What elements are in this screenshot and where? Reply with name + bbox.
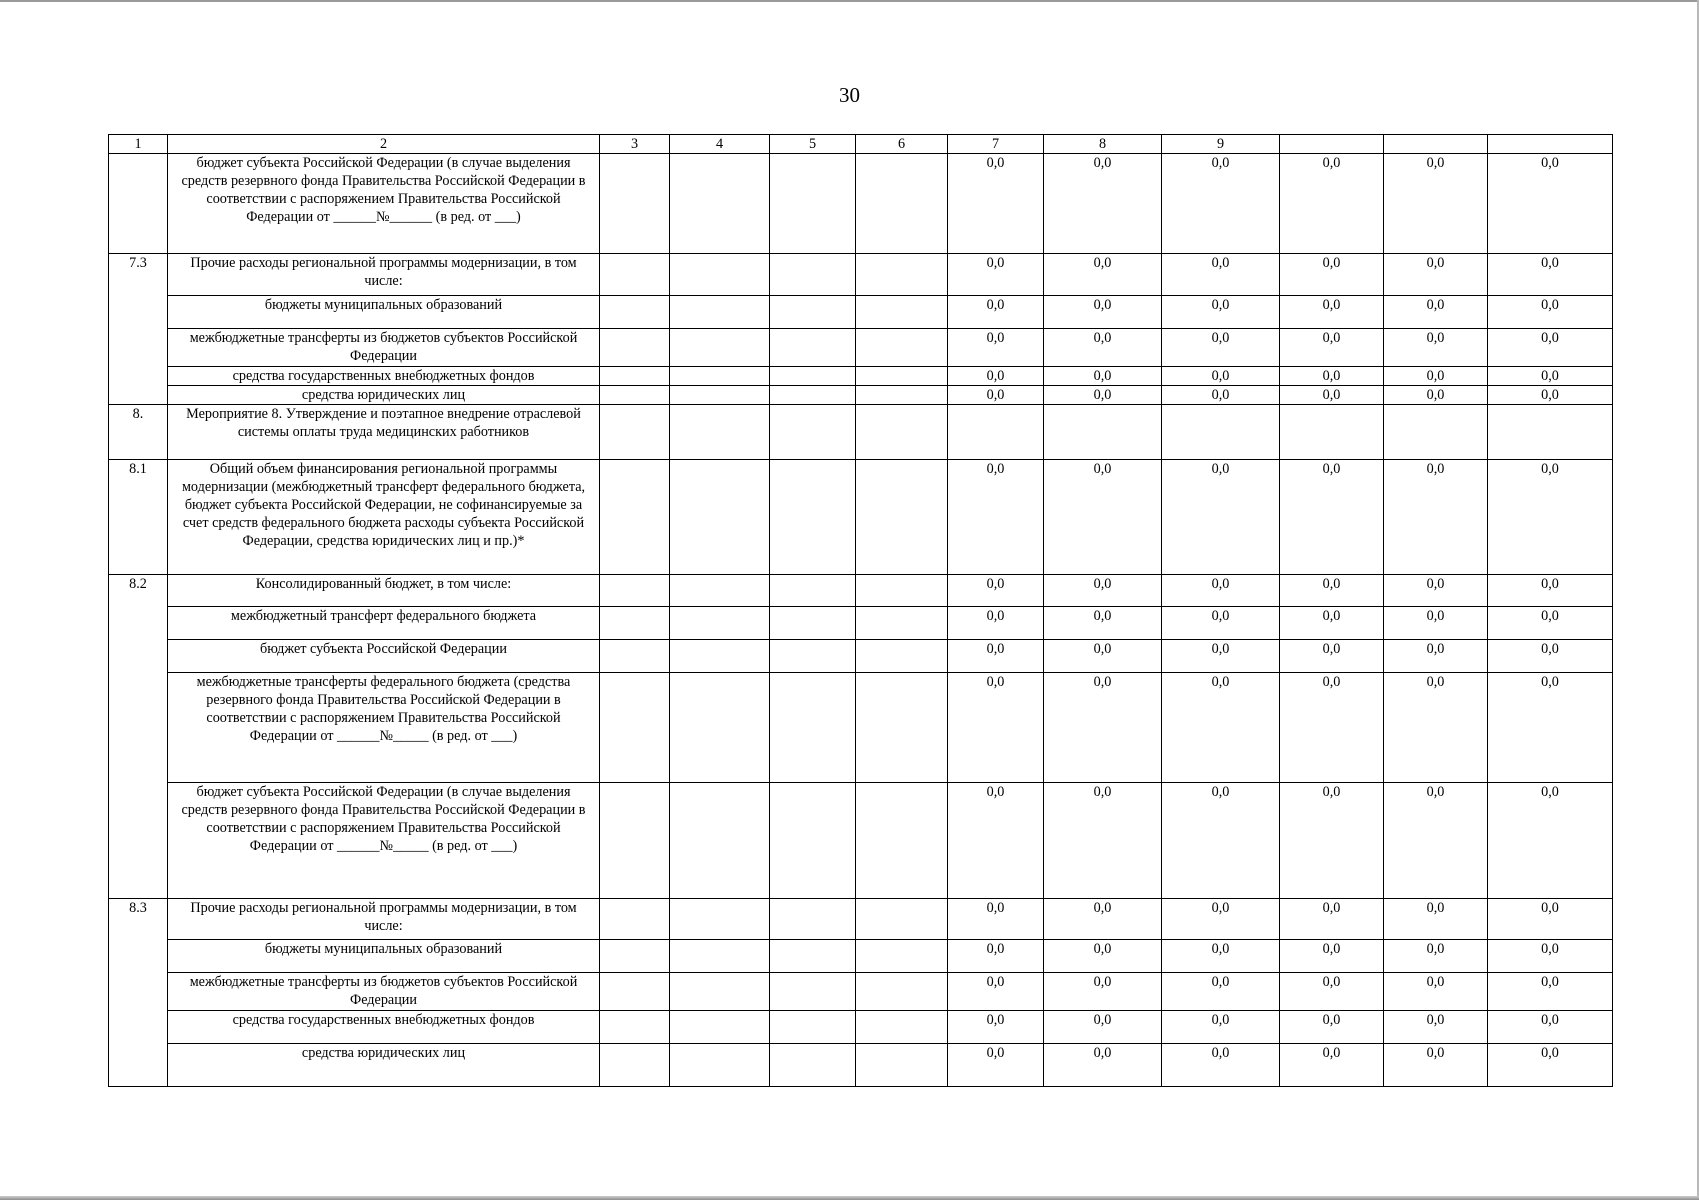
item-number-cell: 8.3 (109, 899, 168, 1087)
value-cell (1162, 405, 1280, 460)
value-cell: 0,0 (1280, 673, 1384, 783)
value-cell: 0,0 (1044, 386, 1162, 405)
value-cell: 0,0 (948, 1011, 1044, 1044)
empty-cell (670, 460, 770, 575)
empty-cell (856, 973, 948, 1011)
value-cell: 0,0 (1488, 1011, 1613, 1044)
empty-cell (670, 640, 770, 673)
value-cell: 0,0 (1162, 575, 1280, 607)
description-cell: Прочие расходы региональной программы модернизации, в том числе: (168, 254, 600, 296)
table-row (109, 899, 1613, 940)
empty-cell (670, 296, 770, 329)
value-cell: 0,0 (1384, 973, 1488, 1011)
scan-edge-top (0, 0, 1699, 2)
column-number-row (109, 135, 1613, 154)
value-cell: 0,0 (1488, 386, 1613, 405)
empty-cell (670, 405, 770, 460)
value-cell: 0,0 (1488, 640, 1613, 673)
value-cell: 0,0 (948, 254, 1044, 296)
value-cell: 0,0 (1044, 1011, 1162, 1044)
empty-cell (670, 1011, 770, 1044)
table-row (109, 254, 1613, 296)
value-cell: 0,0 (1162, 607, 1280, 640)
empty-cell (770, 460, 856, 575)
value-cell: 0,0 (948, 783, 1044, 899)
item-number-cell: 8.2 (109, 575, 168, 899)
value-cell: 0,0 (948, 607, 1044, 640)
empty-cell (770, 367, 856, 386)
column-number-cell (1384, 135, 1488, 154)
table-row (109, 673, 1613, 783)
item-number-cell: 8.1 (109, 460, 168, 575)
empty-cell (600, 783, 670, 899)
empty-cell (600, 940, 670, 973)
table-row (109, 367, 1613, 386)
empty-cell (856, 405, 948, 460)
value-cell: 0,0 (1044, 973, 1162, 1011)
value-cell: 0,0 (1044, 607, 1162, 640)
empty-cell (670, 254, 770, 296)
empty-cell (670, 154, 770, 254)
empty-cell (770, 154, 856, 254)
item-number-cell: 8. (109, 405, 168, 460)
page-number: 30 (839, 83, 860, 107)
empty-cell (856, 367, 948, 386)
column-number-cell (1488, 135, 1613, 154)
value-cell: 0,0 (1488, 783, 1613, 899)
value-cell: 0,0 (1488, 460, 1613, 575)
value-cell: 0,0 (1384, 1044, 1488, 1087)
table-row (109, 607, 1613, 640)
empty-cell (770, 1044, 856, 1087)
empty-cell (856, 329, 948, 367)
value-cell (1044, 405, 1162, 460)
empty-cell (600, 607, 670, 640)
value-cell: 0,0 (1384, 460, 1488, 575)
description-cell: бюджет субъекта Российской Федерации (168, 640, 600, 673)
value-cell: 0,0 (1488, 1044, 1613, 1087)
description-cell: бюджет субъекта Российской Федерации (в случае выделения средств резервного фонда Правительства Российской Федерации в соответствии с распоряжением Правительства Российской Федерации от ______№_____ (в ред. от ___) (168, 783, 600, 899)
description-cell: бюджет субъекта Российской Федерации (в случае выделения средств резервного фонда Правительства Российской Федерации в соответствии с распоряжением Правительства Российской Федерации от ______№______ (в ред. от ___) (168, 154, 600, 254)
empty-cell (670, 899, 770, 940)
value-cell: 0,0 (1384, 154, 1488, 254)
empty-cell (670, 386, 770, 405)
value-cell: 0,0 (1162, 386, 1280, 405)
table-row (109, 1011, 1613, 1044)
value-cell: 0,0 (1044, 460, 1162, 575)
budget-table (108, 134, 1613, 1087)
value-cell: 0,0 (1384, 673, 1488, 783)
value-cell: 0,0 (1488, 899, 1613, 940)
empty-cell (770, 575, 856, 607)
empty-cell (670, 575, 770, 607)
empty-cell (856, 940, 948, 973)
empty-cell (600, 640, 670, 673)
empty-cell (856, 254, 948, 296)
item-number-cell (109, 154, 168, 254)
value-cell: 0,0 (1488, 673, 1613, 783)
value-cell: 0,0 (1280, 329, 1384, 367)
value-cell: 0,0 (1280, 460, 1384, 575)
value-cell: 0,0 (948, 329, 1044, 367)
value-cell: 0,0 (1044, 329, 1162, 367)
empty-cell (770, 1011, 856, 1044)
value-cell: 0,0 (1384, 940, 1488, 973)
empty-cell (856, 673, 948, 783)
value-cell: 0,0 (1044, 899, 1162, 940)
empty-cell (600, 575, 670, 607)
table-row (109, 329, 1613, 367)
value-cell: 0,0 (1488, 254, 1613, 296)
empty-cell (770, 783, 856, 899)
empty-cell (770, 940, 856, 973)
empty-cell (856, 386, 948, 405)
value-cell: 0,0 (1280, 367, 1384, 386)
empty-cell (770, 254, 856, 296)
empty-cell (770, 673, 856, 783)
empty-cell (856, 575, 948, 607)
empty-cell (670, 607, 770, 640)
value-cell: 0,0 (948, 367, 1044, 386)
value-cell: 0,0 (1044, 940, 1162, 973)
empty-cell (670, 973, 770, 1011)
value-cell: 0,0 (948, 1044, 1044, 1087)
description-cell: межбюджетный трансферт федерального бюджета (168, 607, 600, 640)
value-cell: 0,0 (948, 640, 1044, 673)
empty-cell (600, 1011, 670, 1044)
value-cell: 0,0 (1280, 154, 1384, 254)
table-row (109, 405, 1613, 460)
empty-cell (600, 367, 670, 386)
empty-cell (856, 783, 948, 899)
value-cell: 0,0 (1280, 640, 1384, 673)
description-cell: бюджеты муниципальных образований (168, 296, 600, 329)
empty-cell (856, 1044, 948, 1087)
value-cell: 0,0 (1384, 607, 1488, 640)
value-cell: 0,0 (1384, 386, 1488, 405)
empty-cell (670, 329, 770, 367)
value-cell: 0,0 (1488, 973, 1613, 1011)
description-cell: Общий объем финансирования региональной программы модернизации (межбюджетный трансферт федерального бюджета, бюджет субъекта Российской Федерации, не софинансируемые за счет средств федерального бюджета расходы субъекта Российской Федерации, средства юридических лиц и пр.)* (168, 460, 600, 575)
value-cell: 0,0 (1162, 460, 1280, 575)
value-cell: 0,0 (948, 154, 1044, 254)
value-cell: 0,0 (1488, 296, 1613, 329)
value-cell: 0,0 (1044, 783, 1162, 899)
description-cell: средства государственных внебюджетных фондов (168, 1011, 600, 1044)
empty-cell (856, 154, 948, 254)
empty-cell (600, 254, 670, 296)
empty-cell (856, 296, 948, 329)
table-row (109, 575, 1613, 607)
value-cell: 0,0 (1280, 575, 1384, 607)
value-cell: 0,0 (1280, 899, 1384, 940)
column-number-cell: 1 (109, 135, 168, 154)
value-cell: 0,0 (1488, 940, 1613, 973)
column-number-cell (1280, 135, 1384, 154)
value-cell: 0,0 (1384, 329, 1488, 367)
table-row (109, 940, 1613, 973)
value-cell: 0,0 (1280, 1011, 1384, 1044)
value-cell (1384, 405, 1488, 460)
value-cell: 0,0 (1162, 899, 1280, 940)
value-cell: 0,0 (1488, 154, 1613, 254)
value-cell: 0,0 (1384, 783, 1488, 899)
description-cell: межбюджетные трансферты федерального бюджета (средства резервного фонда Правительства Российской Федерации в соответствии с распоряжением Правительства Российской Федерации от ______№_____ (в ред. от ___) (168, 673, 600, 783)
empty-cell (770, 296, 856, 329)
value-cell: 0,0 (1384, 254, 1488, 296)
value-cell: 0,0 (1044, 254, 1162, 296)
value-cell: 0,0 (1488, 329, 1613, 367)
value-cell: 0,0 (948, 899, 1044, 940)
table-body (109, 135, 1613, 1087)
empty-cell (856, 607, 948, 640)
table-row (109, 386, 1613, 405)
empty-cell (600, 1044, 670, 1087)
table-row (109, 296, 1613, 329)
value-cell: 0,0 (1384, 899, 1488, 940)
value-cell: 0,0 (948, 940, 1044, 973)
value-cell: 0,0 (1280, 973, 1384, 1011)
empty-cell (600, 154, 670, 254)
value-cell: 0,0 (1488, 367, 1613, 386)
empty-cell (770, 607, 856, 640)
description-cell: Прочие расходы региональной программы модернизации, в том числе: (168, 899, 600, 940)
item-number-cell: 7.3 (109, 254, 168, 405)
value-cell (948, 405, 1044, 460)
value-cell: 0,0 (1044, 296, 1162, 329)
value-cell: 0,0 (1384, 640, 1488, 673)
value-cell: 0,0 (1162, 673, 1280, 783)
column-number-cell: 4 (670, 135, 770, 154)
empty-cell (600, 673, 670, 783)
description-cell: Мероприятие 8. Утверждение и поэтапное внедрение отраслевой системы оплаты труда медицинских работников (168, 405, 600, 460)
column-number-cell: 3 (600, 135, 670, 154)
value-cell: 0,0 (948, 296, 1044, 329)
value-cell: 0,0 (1384, 296, 1488, 329)
table-row (109, 154, 1613, 254)
value-cell: 0,0 (948, 673, 1044, 783)
empty-cell (770, 405, 856, 460)
empty-cell (856, 899, 948, 940)
value-cell: 0,0 (1162, 640, 1280, 673)
value-cell: 0,0 (1162, 329, 1280, 367)
value-cell: 0,0 (948, 460, 1044, 575)
value-cell: 0,0 (1280, 254, 1384, 296)
empty-cell (856, 640, 948, 673)
value-cell: 0,0 (1280, 607, 1384, 640)
value-cell: 0,0 (1162, 1011, 1280, 1044)
description-cell: средства государственных внебюджетных фондов (168, 367, 600, 386)
value-cell: 0,0 (1280, 296, 1384, 329)
scan-edge-bottom (0, 1196, 1699, 1200)
value-cell: 0,0 (948, 973, 1044, 1011)
empty-cell (670, 673, 770, 783)
description-cell: средства юридических лиц (168, 386, 600, 405)
empty-cell (670, 783, 770, 899)
empty-cell (856, 1011, 948, 1044)
value-cell (1488, 405, 1613, 460)
value-cell: 0,0 (1384, 367, 1488, 386)
value-cell: 0,0 (1162, 154, 1280, 254)
value-cell: 0,0 (1044, 575, 1162, 607)
empty-cell (670, 940, 770, 973)
value-cell: 0,0 (1384, 575, 1488, 607)
empty-cell (600, 405, 670, 460)
description-cell: межбюджетные трансферты из бюджетов субъектов Российской Федерации (168, 973, 600, 1011)
empty-cell (600, 296, 670, 329)
value-cell: 0,0 (1044, 367, 1162, 386)
value-cell: 0,0 (1488, 607, 1613, 640)
table-row (109, 1044, 1613, 1087)
empty-cell (770, 899, 856, 940)
value-cell: 0,0 (1162, 1044, 1280, 1087)
column-number-cell: 6 (856, 135, 948, 154)
value-cell: 0,0 (1162, 367, 1280, 386)
value-cell: 0,0 (1280, 783, 1384, 899)
empty-cell (600, 386, 670, 405)
value-cell: 0,0 (1280, 940, 1384, 973)
value-cell: 0,0 (1044, 673, 1162, 783)
description-cell: бюджеты муниципальных образований (168, 940, 600, 973)
value-cell: 0,0 (1280, 386, 1384, 405)
empty-cell (670, 367, 770, 386)
value-cell: 0,0 (948, 575, 1044, 607)
value-cell: 0,0 (948, 386, 1044, 405)
empty-cell (770, 386, 856, 405)
column-number-cell: 2 (168, 135, 600, 154)
empty-cell (770, 973, 856, 1011)
value-cell: 0,0 (1044, 640, 1162, 673)
empty-cell (600, 899, 670, 940)
value-cell: 0,0 (1044, 154, 1162, 254)
description-cell: межбюджетные трансферты из бюджетов субъектов Российской Федерации (168, 329, 600, 367)
empty-cell (770, 640, 856, 673)
description-cell: Консолидированный бюджет, в том числе: (168, 575, 600, 607)
value-cell: 0,0 (1162, 940, 1280, 973)
table-row (109, 460, 1613, 575)
value-cell (1280, 405, 1384, 460)
value-cell: 0,0 (1162, 783, 1280, 899)
empty-cell (600, 973, 670, 1011)
column-number-cell: 7 (948, 135, 1044, 154)
empty-cell (670, 1044, 770, 1087)
empty-cell (600, 460, 670, 575)
value-cell: 0,0 (1044, 1044, 1162, 1087)
value-cell: 0,0 (1162, 254, 1280, 296)
description-cell: средства юридических лиц (168, 1044, 600, 1087)
value-cell: 0,0 (1280, 1044, 1384, 1087)
table-row (109, 640, 1613, 673)
empty-cell (770, 329, 856, 367)
value-cell: 0,0 (1162, 296, 1280, 329)
column-number-cell: 8 (1044, 135, 1162, 154)
table-row (109, 783, 1613, 899)
value-cell: 0,0 (1384, 1011, 1488, 1044)
empty-cell (856, 460, 948, 575)
empty-cell (600, 329, 670, 367)
value-cell: 0,0 (1488, 575, 1613, 607)
column-number-cell: 5 (770, 135, 856, 154)
value-cell: 0,0 (1162, 973, 1280, 1011)
table-row (109, 973, 1613, 1011)
column-number-cell: 9 (1162, 135, 1280, 154)
